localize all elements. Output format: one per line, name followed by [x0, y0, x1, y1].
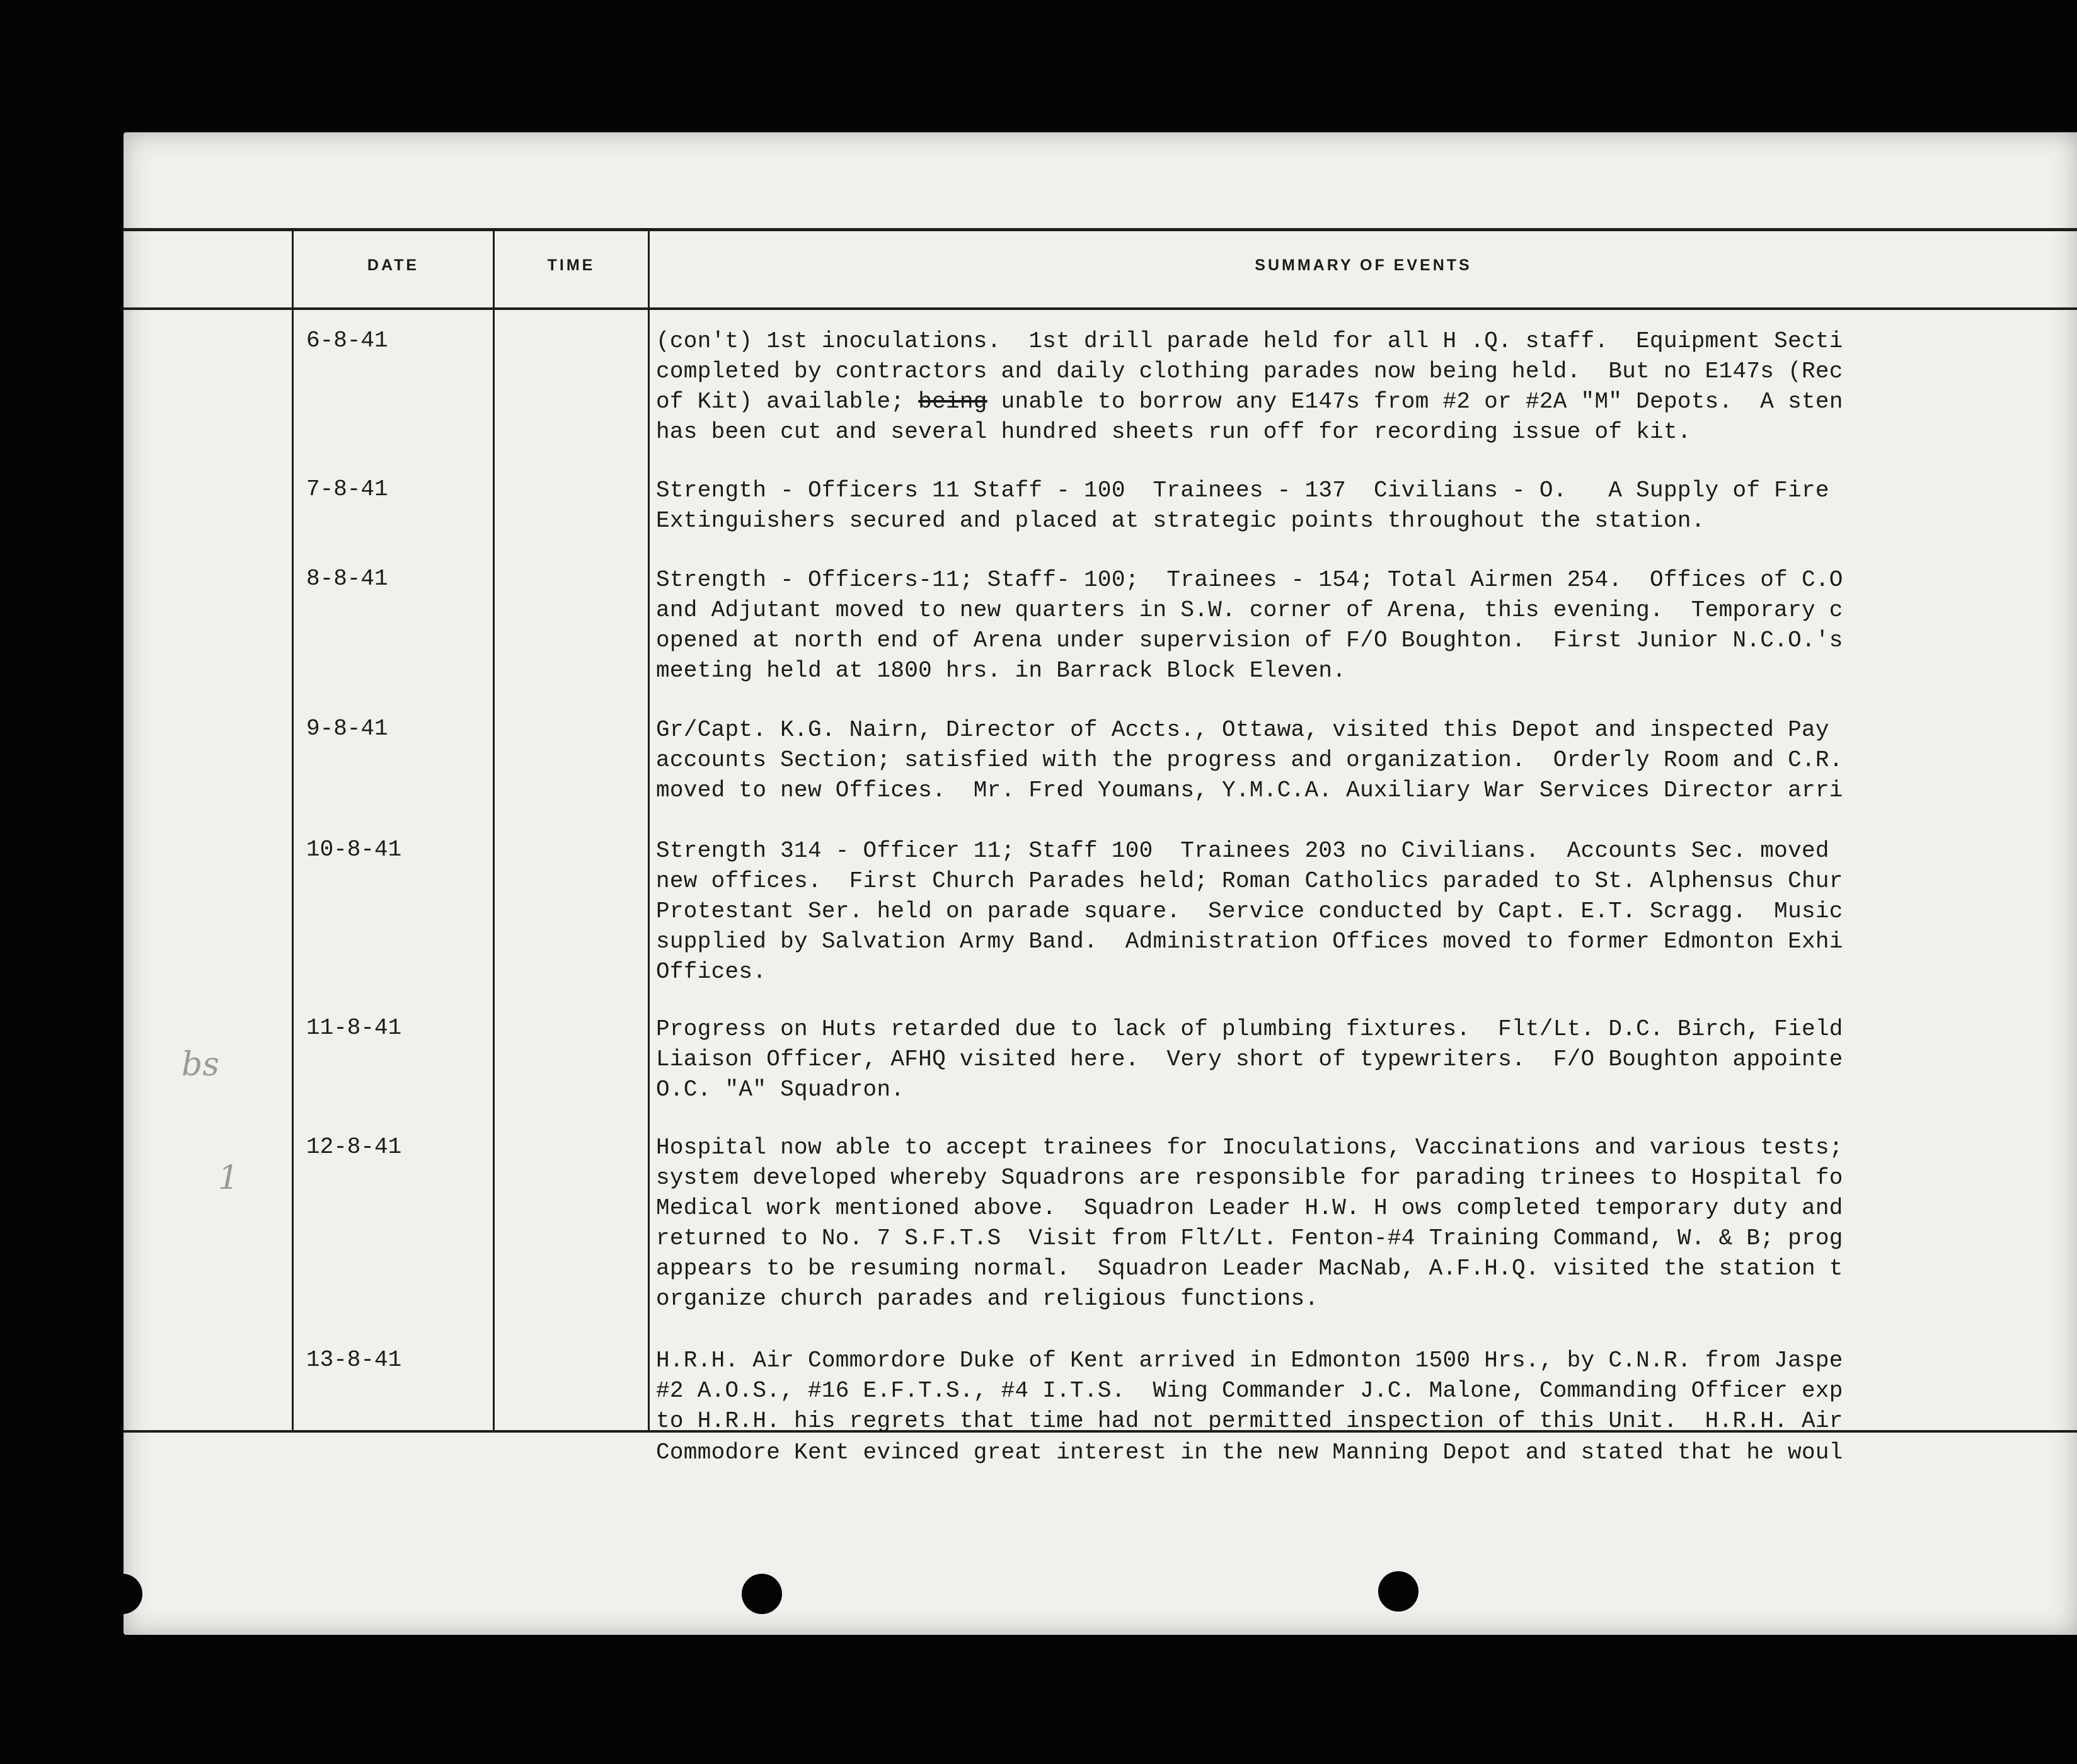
- header-rule: [124, 307, 2077, 310]
- summary-line: has been cut and several hundred sheets run off for recording issue of kit.: [656, 419, 1691, 445]
- struck-word: being: [918, 389, 987, 415]
- summary-line: Gr/Capt. K.G. Nairn, Director of Accts., Ottawa, visited this Depot and inspected Pay: [656, 717, 1829, 743]
- summary-line: to H.R.H. his regrets that time had not permitted inspection of this Unit. H.R.H. Air: [656, 1408, 1843, 1434]
- summary-line: returned to No. 7 S.F.T.S Visit from Flt/Lt. Fenton-#4 Training Command, W. & B; prog: [656, 1225, 1843, 1251]
- summary-line: Strength - Officers-11; Staff- 100; Trainees - 154; Total Airmen 254. Offices of C.O: [656, 567, 1843, 593]
- summary-line: new offices. First Church Parades held; Roman Catholics paraded to St. Alphensus Chur: [656, 868, 1843, 894]
- entry-summary: [656, 836, 2077, 987]
- summary-line: system developed whereby Squadrons are responsible for parading trinees to Hospital fo: [656, 1165, 1843, 1191]
- top-rule: [124, 228, 2077, 231]
- entry-date: 11-8-41: [306, 1015, 402, 1041]
- entry-summary: [656, 565, 2077, 686]
- summary-line: Offices.: [656, 959, 767, 985]
- entry-summary: [656, 1014, 2077, 1105]
- summary-line: H.R.H. Air Commordore Duke of Kent arrived in Edmonton 1500 Hrs., by C.N.R. from Jaspe: [656, 1348, 1843, 1373]
- entry-summary-continued: [656, 1438, 2077, 1468]
- summary-line: supplied by Salvation Army Band. Administration Offices moved to former Edmonton Exhi: [656, 929, 1843, 954]
- summary-fragment: of Kit) available;: [656, 389, 919, 415]
- summary-column-left-rule: [648, 230, 650, 1432]
- summary-line: Hospital now able to accept trainees for Inoculations, Vaccinations and various tests;: [656, 1135, 1843, 1160]
- entry-date: 10-8-41: [306, 837, 402, 862]
- entry-date: 8-8-41: [306, 566, 388, 592]
- summary-line: O.C. "A" Squadron.: [656, 1077, 905, 1102]
- entry-summary: [656, 1346, 2077, 1436]
- summary-line: opened at north end of Arena under supervision of F/O Boughton. First Junior N.C.O.'s: [656, 627, 1843, 653]
- entry-summary: [656, 476, 2077, 536]
- entry-date: 9-8-41: [306, 716, 388, 742]
- punch-hole: [124, 1574, 142, 1614]
- entry-date: 7-8-41: [306, 476, 388, 502]
- margin-note: 1: [218, 1159, 239, 1197]
- time-column-header: TIME: [547, 256, 595, 274]
- summary-line: Liaison Officer, AFHQ visited here. Very short of typewriters. F/O Boughton appointe: [656, 1046, 1843, 1072]
- summary-line: Commodore Kent evinced great interest in the new Manning Depot and stated that he woul: [656, 1440, 1843, 1465]
- entry-summary: [656, 1133, 2077, 1314]
- summary-line: #2 A.O.S., #16 E.F.T.S., #4 I.T.S. Wing Commander J.C. Malone, Commanding Officer exp: [656, 1378, 1843, 1404]
- summary-line: moved to new Offices. Mr. Fred Youmans, Y.M.C.A. Auxiliary War Services Director arri: [656, 777, 1843, 803]
- summary-column-header: SUMMARY OF EVENTS: [1255, 256, 1472, 274]
- summary-line: accounts Section; satisfied with the progress and organization. Orderly Room and C.R.: [656, 747, 1843, 773]
- time-column-left-rule: [493, 230, 495, 1432]
- summary-line: Protestant Ser. held on parade square. Service conducted by Capt. E.T. Scragg. Music: [656, 898, 1843, 924]
- entry-date: 13-8-41: [306, 1347, 402, 1373]
- summary-line: appears to be resuming normal. Squadron Leader MacNab, A.F.H.Q. visited the station t: [656, 1256, 1843, 1281]
- summary-fragment: unable to borrow any E147s from #2 or #2A "M" Depots. A sten: [987, 389, 1843, 415]
- summary-line: Strength - Officers 11 Staff - 100 Trainees - 137 Civilians - O. A Supply of Fire: [656, 478, 1829, 503]
- summary-line: Extinguishers secured and placed at strategic points throughout the station.: [656, 508, 1705, 534]
- margin-note: bs: [181, 1046, 219, 1084]
- summary-line: Strength 314 - Officer 11; Staff 100 Trainees 203 no Civilians. Accounts Sec. moved: [656, 838, 1829, 864]
- summary-line: [656, 387, 2077, 417]
- summary-line: Medical work mentioned above. Squadron Leader H.W. H ows completed temporary duty and: [656, 1195, 1843, 1221]
- summary-line: completed by contractors and daily clothing parades now being held. But no E147s (Rec: [656, 358, 1843, 384]
- entry-date: 12-8-41: [306, 1134, 402, 1160]
- summary-line: and Adjutant moved to new quarters in S.W. corner of Arena, this evening. Temporary c: [656, 597, 1843, 623]
- summary-line: meeting held at 1800 hrs. in Barrack Block Eleven.: [656, 658, 1347, 684]
- date-column-header: DATE: [367, 256, 420, 274]
- summary-line: (con't) 1st inoculations. 1st drill parade held for all H .Q. staff. Equipment Secti: [656, 328, 1843, 354]
- punch-hole: [1378, 1571, 1418, 1612]
- summary-line: organize church parades and religious functions.: [656, 1286, 1319, 1312]
- entry-summary: [656, 715, 2077, 806]
- punch-hole: [742, 1574, 782, 1614]
- document-page: [124, 132, 2077, 1635]
- date-column-left-rule: [292, 230, 294, 1432]
- entry-date: 6-8-41: [306, 328, 388, 353]
- summary-line: Progress on Huts retarded due to lack of plumbing fixtures. Flt/Lt. D.C. Birch, Field: [656, 1016, 1843, 1042]
- entry-summary: [656, 326, 2077, 447]
